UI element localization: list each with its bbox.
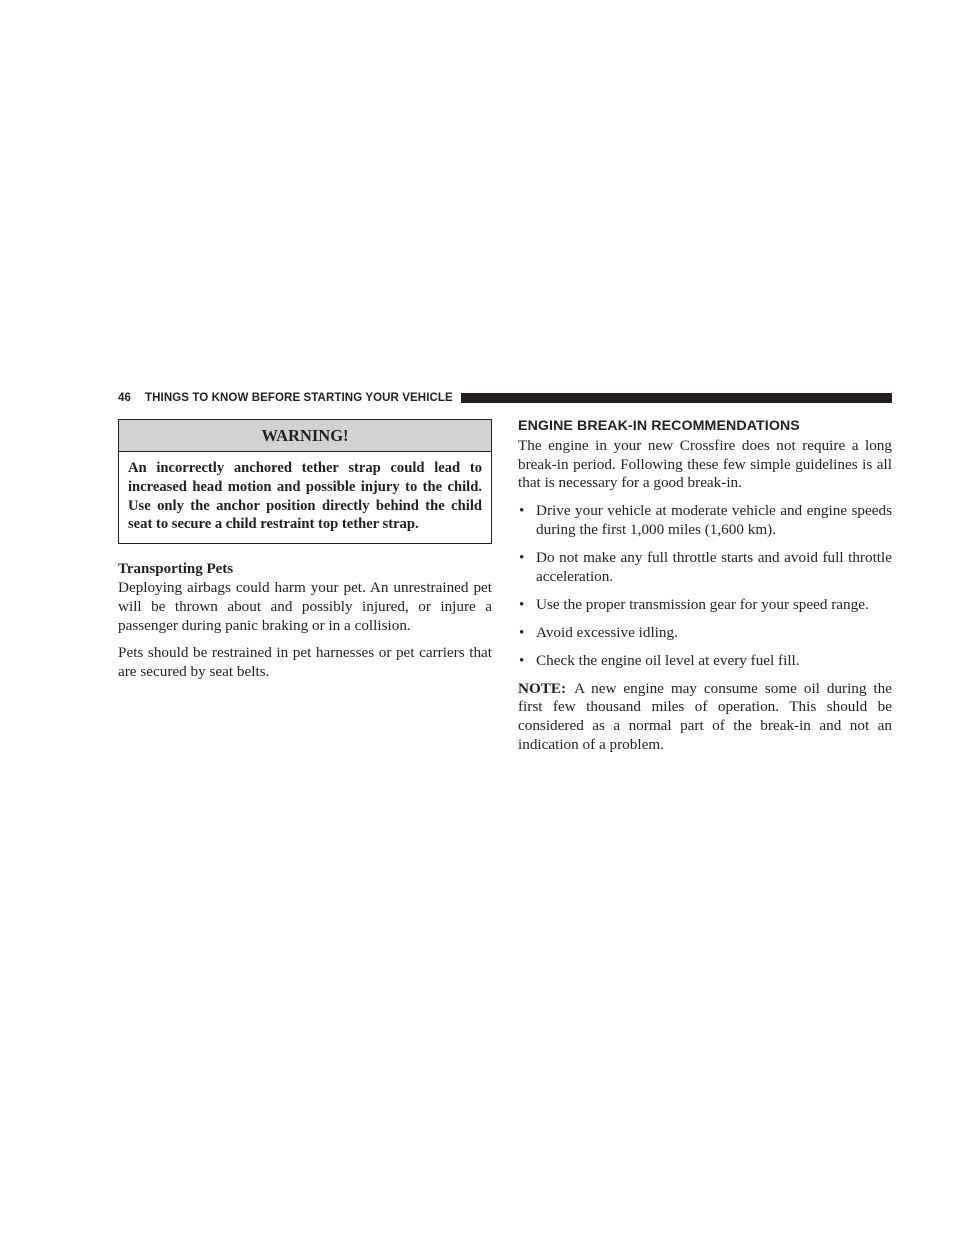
list-item [518, 549, 892, 586]
note-label: NOTE: [518, 679, 567, 697]
warning-title: WARNING! [119, 420, 491, 452]
warning-body: An incorrectly anchored tether strap could lead to increased head motion and possible injury to the child. Use only the anchor position directly behind the child seat to secure a child restraint top tether strap. [128, 460, 482, 533]
list-item [518, 624, 892, 643]
bullet-icon: • [519, 595, 525, 613]
list-item [518, 652, 892, 671]
list-item [518, 502, 892, 539]
bullet-icon: • [519, 623, 525, 641]
section-heading-engine-break-in: ENGINE BREAK-IN RECOMMENDATIONS [518, 418, 800, 434]
paragraph-pet-restraint: Pets should be restrained in pet harnesses or pet carriers that are secured by seat belts. [118, 644, 492, 680]
right-column [518, 417, 892, 754]
note-text: A new engine may consume some oil during the first few thousand miles of operation. This should be considered as a normal part of the break-in and not an indication of a problem. [518, 679, 892, 753]
list-item-text: Use the proper transmission gear for your speed range. [536, 595, 869, 613]
page-number: 46 [118, 392, 131, 404]
page-header [118, 389, 892, 407]
bullet-icon: • [519, 651, 525, 669]
list-item-text: Do not make any full throttle starts and avoid full throttle acceleration. [536, 548, 892, 585]
guidelines-list [518, 502, 892, 670]
warning-box [118, 419, 492, 544]
list-item [518, 596, 892, 615]
section-title: THINGS TO KNOW BEFORE STARTING YOUR VEHICLE [145, 392, 453, 404]
list-item-text: Avoid excessive idling. [536, 623, 678, 641]
list-item-text: Drive your vehicle at moderate vehicle and engine speeds during the first 1,000 miles (1,600 km). [536, 502, 892, 538]
bullet-icon: • [519, 502, 525, 520]
list-item-text: Check the engine oil level at every fuel fill. [536, 651, 800, 669]
subheading-transporting-pets: Transporting Pets [118, 561, 234, 578]
intro-paragraph: The engine in your new Crossfire does not require a long break-in period. Following these few simple guidelines is all that is necessary for a good break-in. [518, 437, 892, 492]
left-column [118, 419, 492, 682]
bullet-icon: • [519, 548, 525, 566]
paragraph-airbags-pets: Deploying airbags could harm your pet. An unrestrained pet will be thrown about and possibly injured, or injure a passenger during panic braking or in a collision. [118, 579, 492, 634]
header-rule [461, 393, 892, 403]
note-paragraph [518, 680, 892, 755]
